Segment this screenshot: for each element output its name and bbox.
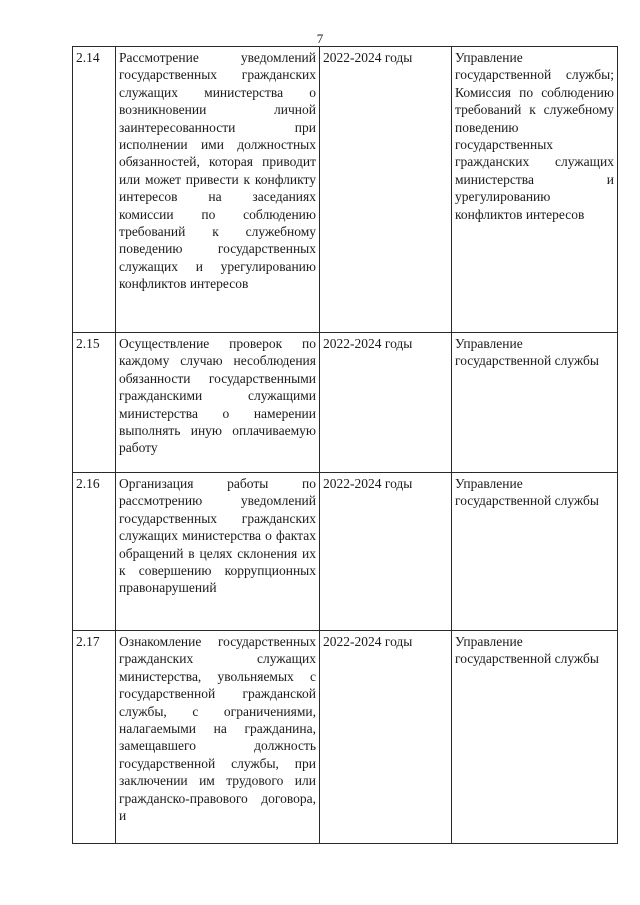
responsible-unit: Управление государственной службы xyxy=(452,473,618,631)
item-number: 2.17 xyxy=(73,631,116,844)
item-number: 2.15 xyxy=(73,333,116,473)
item-number: 2.16 xyxy=(73,473,116,631)
item-number: 2.14 xyxy=(73,47,116,333)
measure-description: Организация работы по рассмотрению уведомлений государственных гражданских служащих министерства о фактах обращений в целях склонения их к совершению коррупционных правонарушений xyxy=(116,473,320,631)
page-number: 7 xyxy=(316,31,324,46)
measure-description: Ознакомление государственных гражданских служащих министерства, увольняемых с государственной гражданской службы, с ограничениями, налагаемыми на гражданина, замещавшего должность государственной службы, при заключении им трудового или гражданско-правового договора, и xyxy=(116,631,320,844)
implementation-period: 2022-2024 годы xyxy=(320,631,452,844)
implementation-period: 2022-2024 годы xyxy=(320,47,452,333)
measures-table xyxy=(72,46,618,844)
responsible-unit: Управление государственной службы xyxy=(452,333,618,473)
implementation-period: 2022-2024 годы xyxy=(320,333,452,473)
table-row xyxy=(73,47,618,333)
measure-description: Осуществление проверок по каждому случаю несоблюдения обязанности государственными гражданскими служащими министерства о намерении выполнять иную оплачиваемую работу xyxy=(116,333,320,473)
table-row xyxy=(73,631,618,844)
measure-description: Рассмотрение уведомлений государственных гражданских служащих министерства о возникновении личной заинтересованности при исполнении ими должностных обязанностей, которая приводит или может привести к конфликту интересов на заседаниях комиссии по соблюдению требований к служебному поведению государственных служащих и урегулированию конфликтов интересов xyxy=(116,47,320,333)
responsible-unit: Управление государственной службы; Комиссия по соблюдению требований к служебному поведению государственных гражданских служащих министерства и урегулированию конфликтов интересов xyxy=(452,47,618,333)
responsible-unit: Управление государственной службы xyxy=(452,631,618,844)
table-row xyxy=(73,333,618,473)
implementation-period: 2022-2024 годы xyxy=(320,473,452,631)
table-row xyxy=(73,473,618,631)
